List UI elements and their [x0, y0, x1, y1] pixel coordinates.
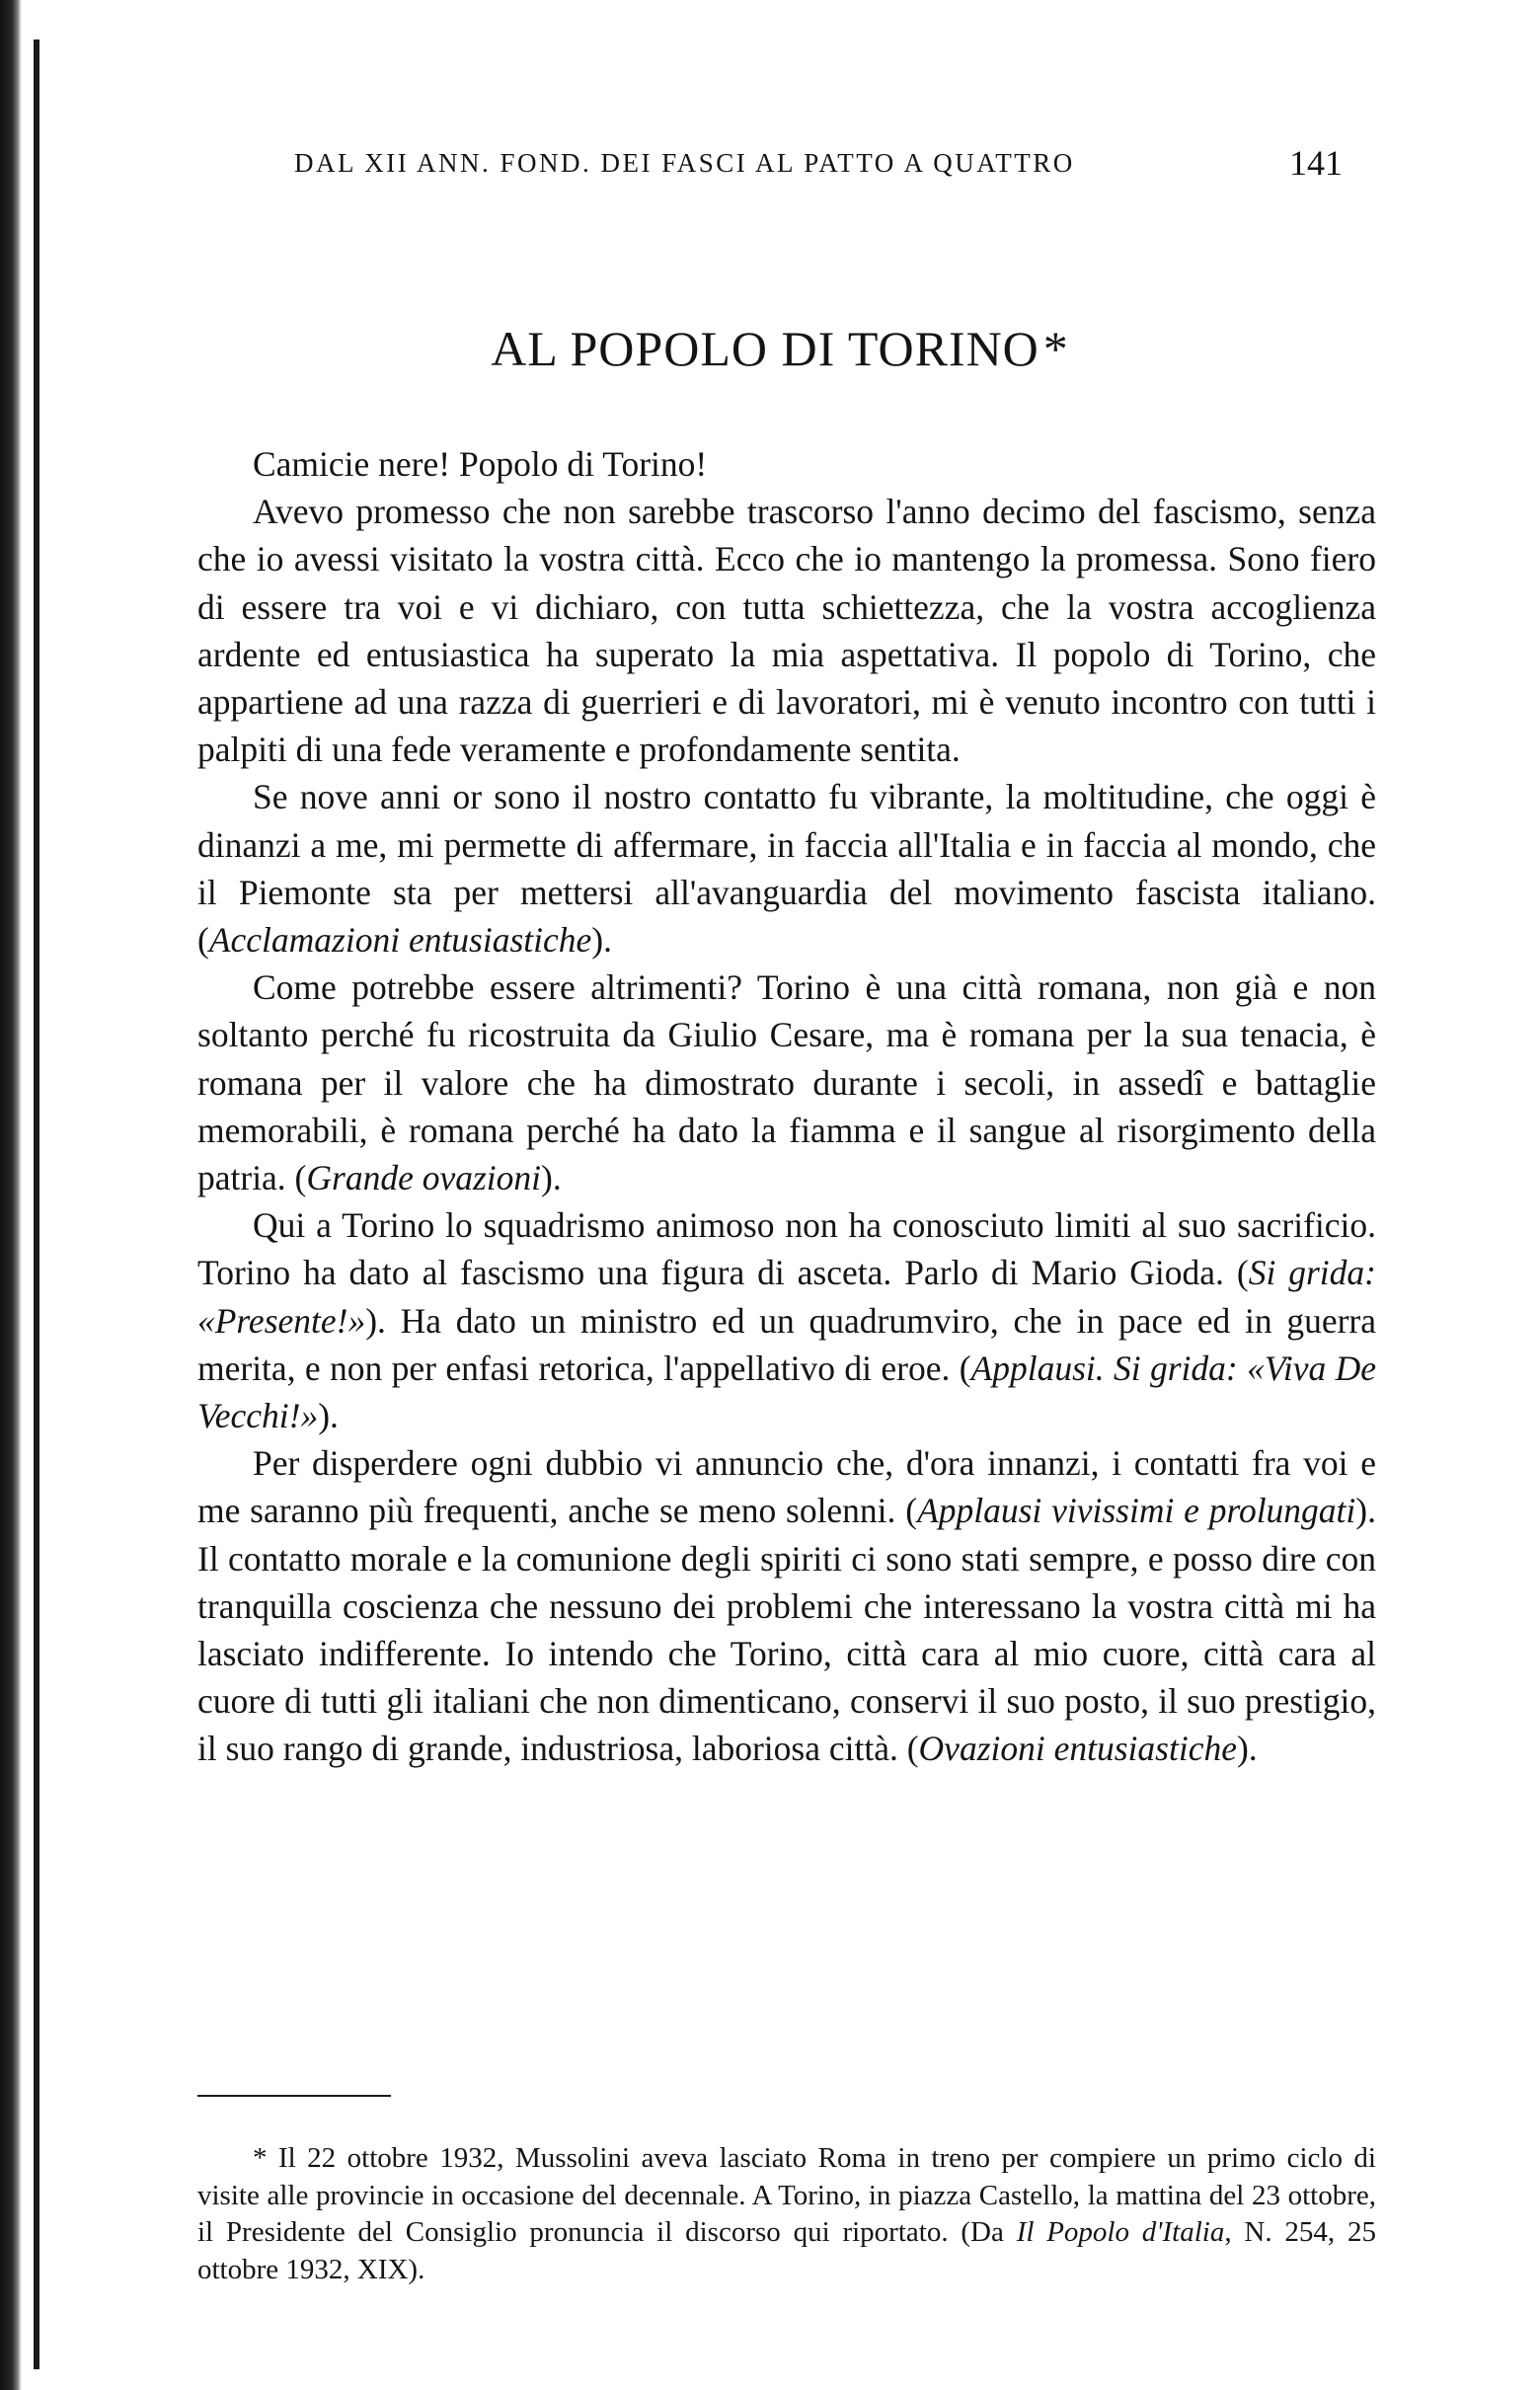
- paragraph: [197, 488, 1376, 773]
- text-run: Camicie nere! Popolo di Torino!: [253, 444, 708, 484]
- text-run: ).: [591, 920, 612, 961]
- italic-run: Grande ovazioni: [306, 1158, 542, 1198]
- italic-run: Acclamazioni entusiastiche: [208, 920, 592, 961]
- italic-run: Applausi. Si grida: «Viva De Vecchi!»: [197, 1348, 1376, 1436]
- paragraph: [197, 1439, 1376, 1772]
- running-header: [217, 143, 1343, 195]
- footnote-divider: [197, 2095, 391, 2097]
- speech-title: [217, 320, 1343, 377]
- text-run: ). Il contatto morale e la comunione degli spiriti ci sono stati sempre, e posso dire con tranquilla coscienza che nessuno dei problemi che interessano la vostra città mi ha lasciato indifferente. Io intendo che Torino, città cara al mio cuore, città cara al cuore di tutti gli italiani che non dimenticano, conservi il suo posto, il suo prestigio, il suo rango di grande, industriosa, laboriosa città. (: [197, 1491, 1376, 1769]
- text-run: * Il 22 ottobre 1932, Mussolini aveva lasciato Roma in treno per compiere un primo ciclo di visite alle provincie in occasione del decennale. A Torino, in piazza Castello, la mattina del 23 ottobre, il Presidente del Consiglio pronuncia il discorso qui riportato. (Da: [197, 2142, 1376, 2248]
- page-number: 141: [1289, 143, 1343, 183]
- text-run: ).: [541, 1158, 562, 1198]
- text-run: , N. 254, 25 ottobre 1932, XIX).: [197, 2216, 1376, 2285]
- speech-body: [197, 440, 1376, 1773]
- italic-run: Applausi vivissimi e prolungati: [917, 1491, 1356, 1531]
- italic-run: Si grida: «Presente!»: [197, 1253, 1376, 1341]
- paragraph: [197, 964, 1376, 1201]
- text-run: Come potrebbe essere altrimenti? Torino è una città romana, non già e non soltanto perché fu ricostruita da Giulio Cesare, ma è romana per la sua tenacia, è romana per il valore che ha dimostrato durante i secoli, in assedî e battaglie memorabili, è romana perché ha dato la fiamma e il sangue al risorgimento della patria. (: [197, 967, 1376, 1198]
- text-run: ).: [318, 1396, 339, 1436]
- text-run: Qui a Torino lo squadrismo animoso non ha conosciuto limiti al suo sacrificio. Torino ha dato al fascismo una figura di asceta. Parlo di Mario Gioda. (: [197, 1205, 1376, 1293]
- paragraph: [197, 440, 1376, 488]
- text-run: Se nove anni or sono il nostro contatto fu vibrante, la moltitudine, che oggi è dinanzi a me, mi permette di affermare, in faccia all'Italia e in faccia al mondo, che il Piemonte sta per mettersi all'avanguardia del movimento fascista italiano. (: [197, 777, 1376, 961]
- speech-title-text: AL POPOLO DI TORINO: [491, 321, 1040, 376]
- paragraph: [197, 1201, 1376, 1439]
- text-run: Per disperdere ogni dubbio vi annuncio che, d'ora innanzi, i contatti fra voi e me saranno più frequenti, anche se meno solenni. (: [197, 1443, 1376, 1531]
- text-run: ). Ha dato un ministro ed un quadrumviro, che in pace ed in guerra merita, e non per enfasi retorica, l'appellativo di eroe. (: [197, 1300, 1376, 1388]
- book-spine-shadow: [0, 0, 22, 2390]
- paragraph: [197, 773, 1376, 964]
- italic-run: Il Popolo d'Italia: [1016, 2216, 1225, 2248]
- gutter-line: [34, 39, 39, 2369]
- footnote: [197, 2140, 1376, 2288]
- text-run: ).: [1236, 1729, 1258, 1769]
- running-title: DAL XII ANN. FOND. DEI FASCI AL PATTO A QUATTRO: [294, 148, 1075, 178]
- italic-run: Ovazioni entusiastiche: [918, 1729, 1237, 1769]
- footnote-marker: *: [1042, 321, 1069, 376]
- text-run: Avevo promesso che non sarebbe trascorso l'anno decimo del fascismo, senza che io avessi visitato la vostra città. Ecco che io mantengo la promessa. Sono fiero di essere tra voi e vi dichiaro, con tutta schiettezza, che la vostra accoglienza ardente ed entusiastica ha superato la mia aspettativa. Il popolo di Torino, che appartiene ad una razza di guerrieri e di lavoratori, mi è venuto incontro con tutti i palpiti di una fede veramente e profondamente sentita.: [197, 492, 1376, 770]
